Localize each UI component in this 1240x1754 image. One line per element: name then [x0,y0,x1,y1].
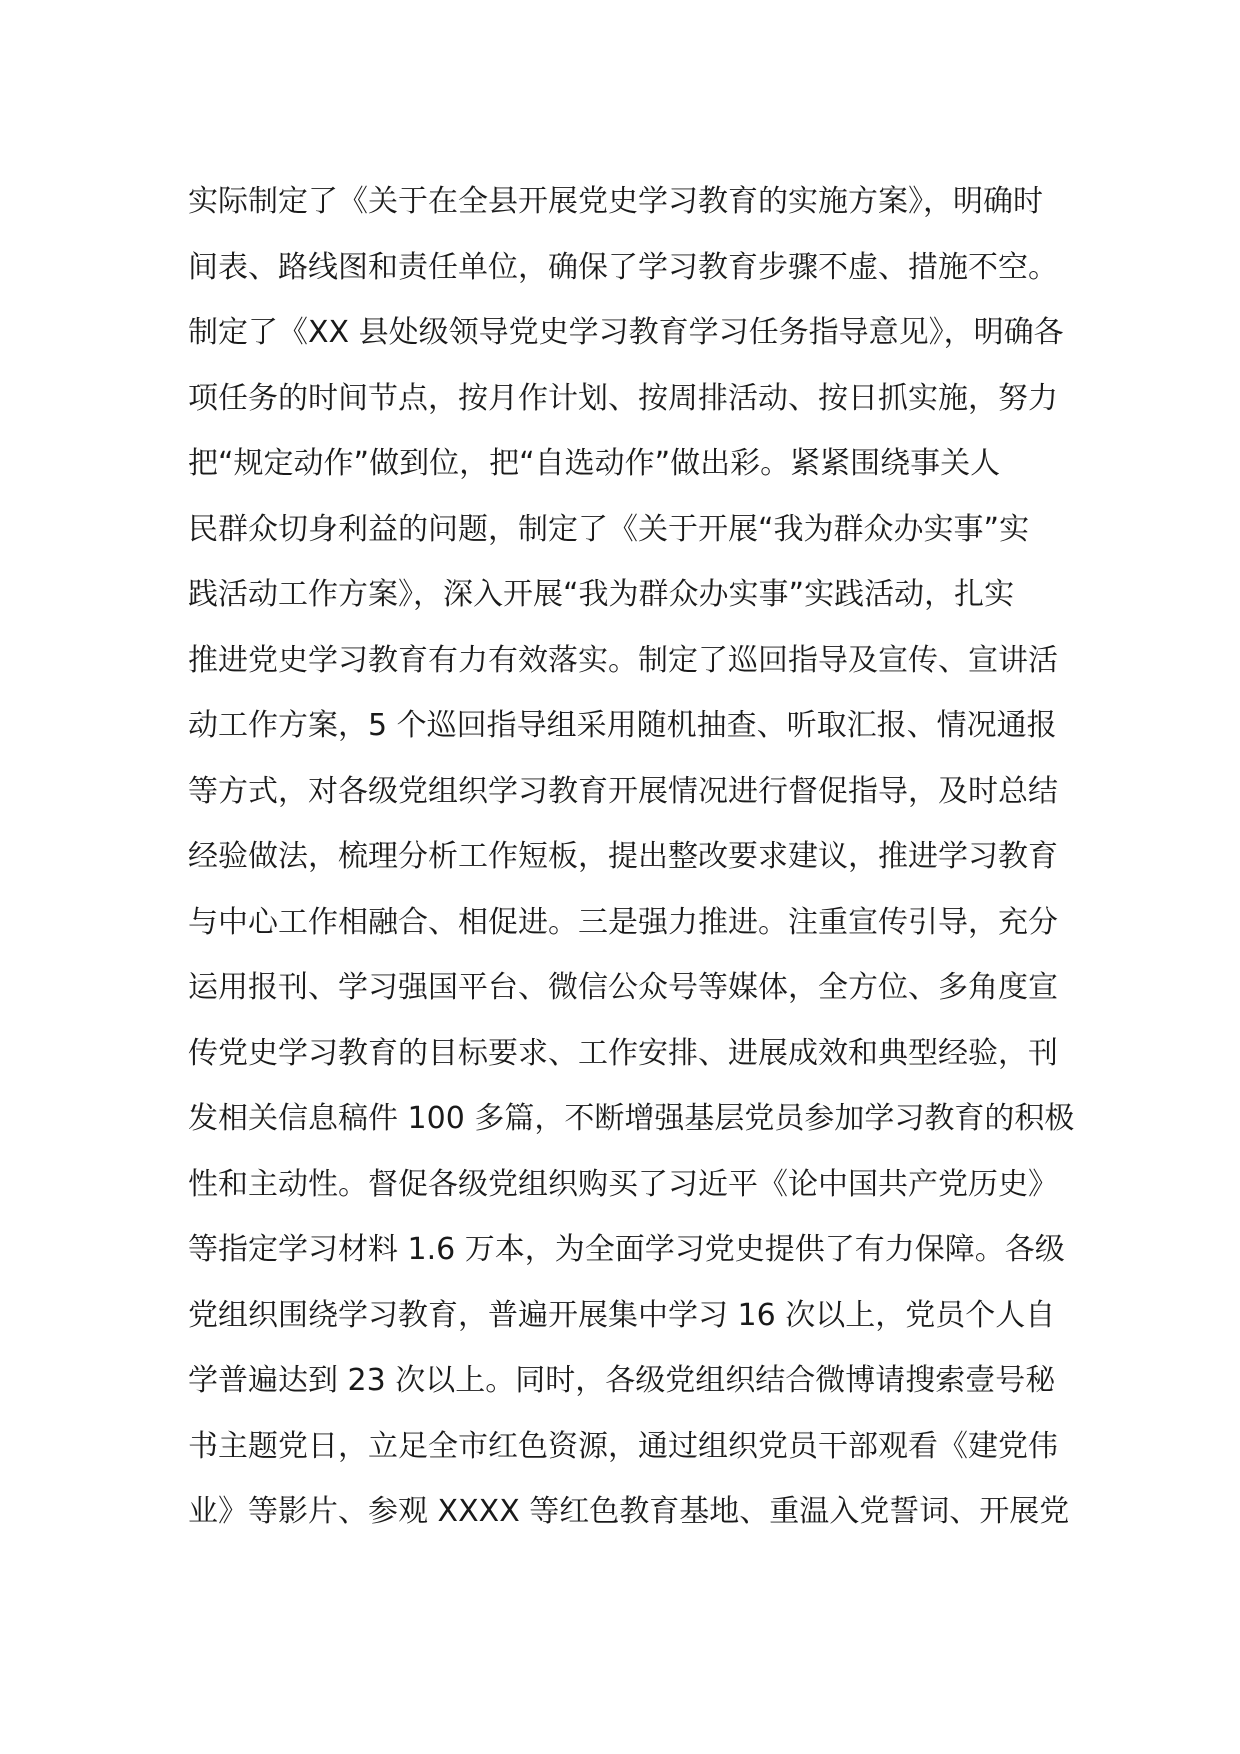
text-line: 项任务的时间节点，按月作计划、按周排活动、按日抓实施，努力 [188,380,1058,416]
text-line: 等方式，对各级党组织学习教育开展情况进行督促指导，及时总结 [188,773,1058,809]
text-line: 发相关信息稿件 100 多篇，不断增强基层党员参加学习教育的积极 [188,1101,1075,1136]
text-line: 书主题党日，立足全市红色资源，通过组织党员干部观看《建党伟 [188,1428,1058,1464]
text-line: 推进党史学习教育有力有效落实。制定了巡回指导及宣传、宣讲活 [188,642,1058,678]
text-line: 运用报刊、学习强国平台、微信公众号等媒体，全方位、多角度宣 [188,970,1058,1005]
text-line: 制定了《XX 县处级领导党史学习教育学习任务指导意见》，明确各 [188,315,1064,350]
text-line: 把“规定动作”做到位，把“自选动作”做出彩。紧紧围绕事关人 [188,446,1001,481]
text-line: 传党史学习教育的目标要求、工作安排、进展成效和典型经验，刊 [188,1035,1058,1071]
text-line: 动工作方案，5 个巡回指导组采用随机抽查、听取汇报、情况通报 [188,708,1057,743]
text-line: 业》等影片、参观 XXXX 等红色教育基地、重温入党誓词、开展党 [188,1494,1070,1529]
text-line: 实际制定了《关于在全县开展党史学习教育的实施方案》，明确时 [188,184,1043,219]
text-line: 性和主动性。督促各级党组织购买了习近平《论中国共产党历史》 [188,1166,1058,1202]
text-line: 等指定学习材料 1.6 万本，为全面学习党史提供了有力保障。各级 [188,1232,1065,1267]
text-line: 间表、路线图和责任单位，确保了学习教育步骤不虚、措施不空。 [188,249,1058,285]
text-line: 与中心工作相融合、相促进。三是强力推进。注重宣传引导，充分 [188,904,1058,940]
text-line: 学普遍达到 23 次以上。同时，各级党组织结合微博请搜索壹号秘 [188,1363,1056,1398]
text-line: 党组织围绕学习教育，普遍开展集中学习 16 次以上，党员个人自 [188,1297,1056,1333]
text-line: 经验做法，梳理分析工作短板，提出整改要求建议，推进学习教育 [188,839,1058,874]
body-text [188,169,1075,1545]
text-line: 民群众切身利益的问题，制定了《关于开展“我为群众办实事”实 [188,511,1030,547]
text-line: 践活动工作方案》，深入开展“我为群众办实事”实践活动，扎实 [188,577,1015,612]
